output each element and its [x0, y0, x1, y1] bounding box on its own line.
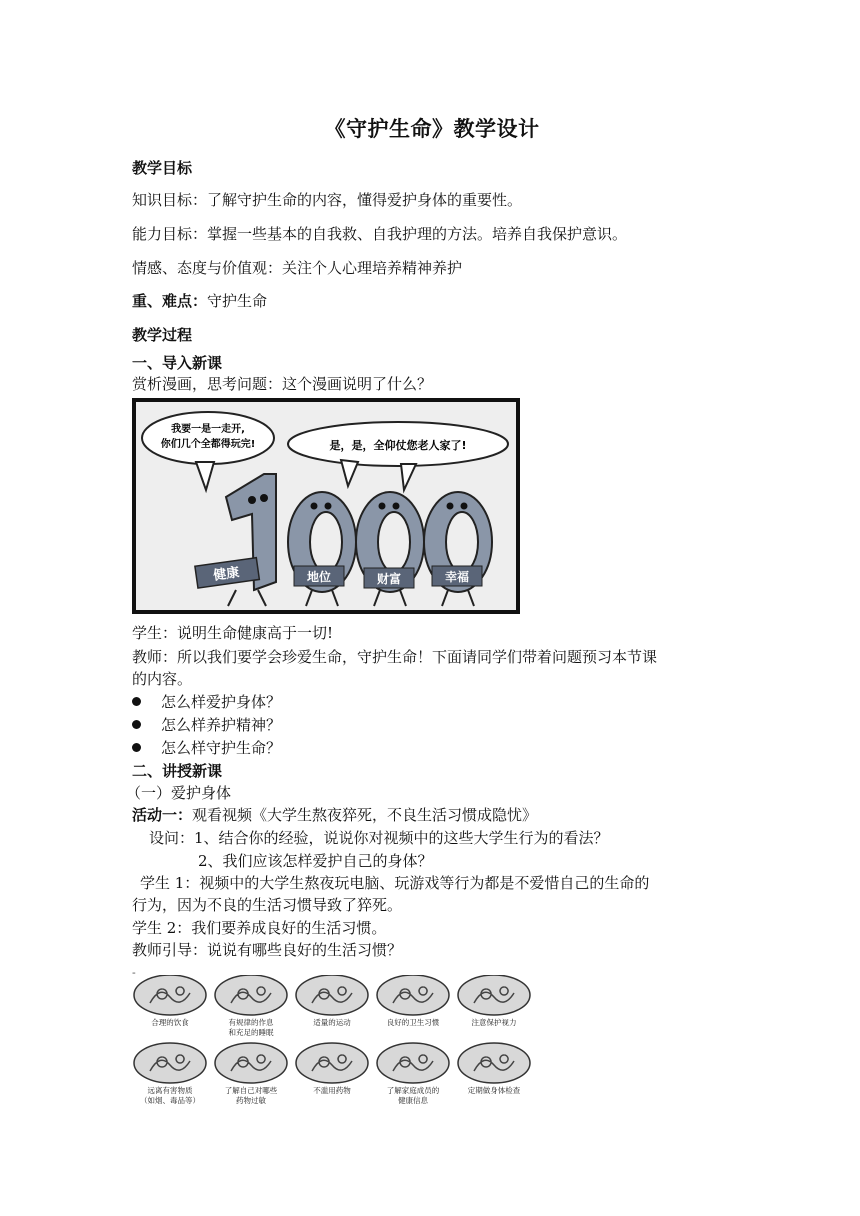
question-1: 设问：1、结合你的经验，说说你对视频中的这些大学生行为的看法？	[149, 829, 609, 847]
habit-picture	[377, 975, 449, 1015]
cartoon-drawing	[136, 402, 516, 610]
habit-item	[377, 1043, 449, 1105]
zero-figure	[288, 492, 356, 592]
habit-item	[134, 1043, 206, 1105]
habit-picture	[458, 975, 530, 1015]
habit-picture	[458, 1043, 530, 1083]
habit-item	[458, 1043, 530, 1095]
student1-line-1: 学生 1：视频中的大学生熬夜玩电脑、玩游戏等行为都是不爱惜自己的生命的	[140, 874, 650, 892]
habit-item	[134, 975, 206, 1027]
emotion-goal: 情感、态度与价值观：关注个人心理培养精神养护	[132, 259, 463, 277]
habit-label: 不滥用药物	[313, 1086, 351, 1095]
bullet-item: 怎么样爱护身体？	[132, 691, 281, 713]
part1-heading: 一、导入新课	[132, 354, 223, 372]
key-text: 守护生命	[207, 292, 268, 310]
habit-item	[215, 975, 287, 1037]
habit-label: （如烟、毒品等）	[140, 1096, 200, 1105]
page-title: 《守护生命》教学设计	[324, 117, 540, 141]
habit-picture	[134, 975, 206, 1015]
key-points	[132, 290, 267, 312]
process-heading: 教学过程	[132, 326, 193, 344]
bullet-item: 怎么样守护生命？	[132, 737, 281, 759]
teacher-line-1: 教师：所以我们要学会珍爱生命，守护生命！下面请同学们带着问题预习本节课	[132, 648, 658, 666]
teacher-guide: 教师引导：说说有哪些良好的生活习惯？	[132, 941, 403, 959]
habit-picture	[296, 1043, 368, 1083]
habit-label: 健康信息	[398, 1096, 428, 1105]
habit-label: 远离有害物质	[147, 1086, 193, 1095]
student2-line: 学生 2：我们要养成良好的生活习惯。	[132, 919, 387, 937]
cartoon-illustration	[132, 398, 520, 614]
habit-item	[215, 1043, 287, 1105]
bubble-left-line-1: 我要一是一走开,	[171, 424, 245, 435]
habit-label: 有规律的作息	[228, 1018, 274, 1027]
habits-illustration	[132, 975, 538, 1111]
activity-line: 活动一：观看视频《大学生熬夜猝死，不良生活习惯成隐忧》	[132, 806, 538, 824]
teacher-line-2: 的内容。	[132, 670, 193, 688]
zero-label: 幸福	[444, 570, 470, 584]
habit-label: 了解家庭成员的	[386, 1086, 440, 1095]
student-answer: 学生：说明生命健康高于一切!	[132, 624, 334, 642]
number-one-label: 健康	[212, 565, 241, 584]
zero-figure	[356, 492, 424, 592]
habit-item	[377, 975, 449, 1027]
part2-heading: 二、讲授新课	[132, 762, 223, 780]
habit-label: 合理的饮食	[151, 1018, 189, 1027]
stray-mark: -	[132, 966, 136, 979]
habit-label: 适量的运动	[313, 1018, 351, 1027]
habit-label: 和充足的睡眠	[228, 1028, 274, 1037]
ability-goal: 能力目标：掌握一些基本的自我救、自我护理的方法。培养自我保护意识。	[132, 225, 628, 243]
habit-picture	[215, 975, 287, 1015]
subsection-1: （一）爱护身体	[126, 784, 232, 802]
habit-picture	[134, 1043, 206, 1083]
zero-label: 财富	[376, 572, 402, 586]
bubble-right-text: 是，是，全仰仗您老人家了!	[329, 439, 467, 452]
bubble-left-line-2: 你们几个全都得玩完!	[160, 439, 256, 450]
habit-item	[296, 1043, 368, 1095]
zero-figure	[424, 492, 492, 592]
habit-picture	[377, 1043, 449, 1083]
habit-label: 药物过敏	[236, 1096, 266, 1105]
habit-picture	[296, 975, 368, 1015]
goals-heading: 教学目标	[132, 159, 193, 177]
key-label: 重、难点：	[132, 292, 208, 310]
habit-label: 定期做身体检查	[467, 1086, 521, 1095]
habit-label: 注意保护视力	[471, 1018, 517, 1027]
question-2: 2、我们应该怎样爱护自己的身体？	[198, 852, 433, 870]
habit-label: 了解自己对哪些	[224, 1086, 278, 1095]
speech-bubble-left	[142, 412, 274, 464]
habits-drawing	[132, 975, 538, 1111]
habit-item	[296, 975, 368, 1027]
bullet-item: 怎么样养护精神？	[132, 714, 281, 736]
habit-label: 良好的卫生习惯	[386, 1018, 440, 1027]
habit-item	[458, 975, 530, 1027]
part1-prompt: 赏析漫画，思考问题：这个漫画说明了什么？	[132, 375, 433, 393]
student1-line-2: 行为，因为不良的生活习惯导致了猝死。	[132, 896, 403, 914]
zero-label: 地位	[306, 570, 332, 584]
knowledge-goal: 知识目标：了解守护生命的内容，懂得爱护身体的重要性。	[132, 191, 523, 209]
habit-picture	[215, 1043, 287, 1083]
